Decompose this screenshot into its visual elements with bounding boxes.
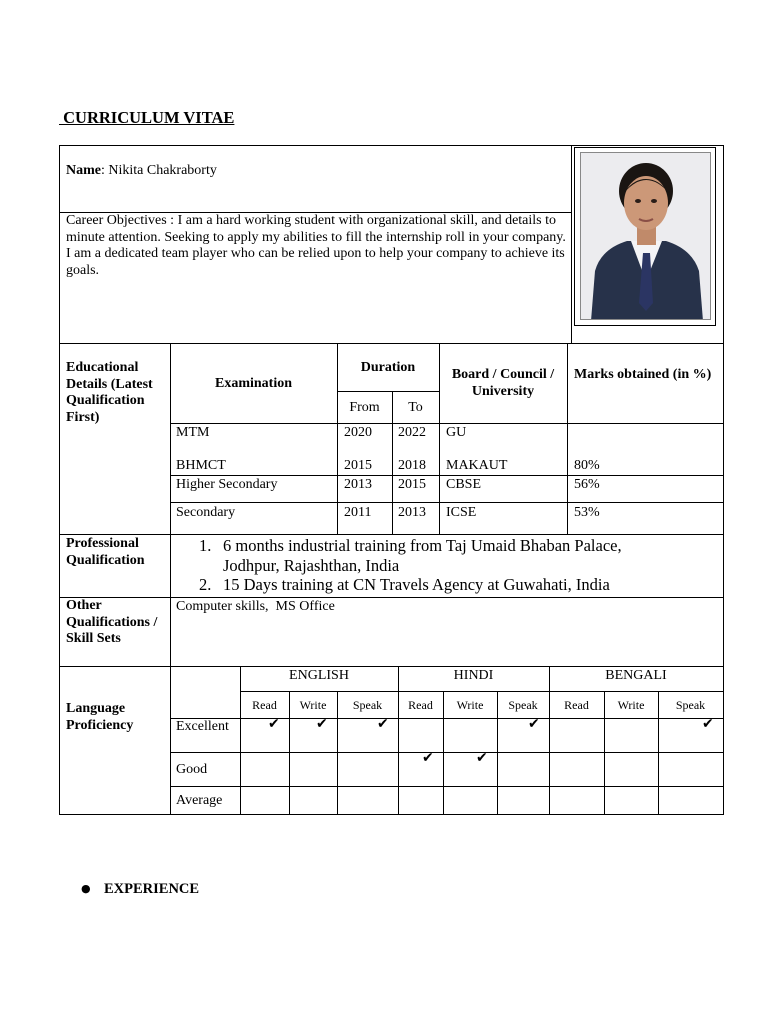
edu-to: 2015 <box>398 477 426 492</box>
document-title: CURRICULUM VITAE <box>59 108 235 127</box>
language-label: Language Proficiency <box>66 701 134 733</box>
edu-exam: Higher Secondary <box>176 477 278 492</box>
edu-to: 2018 <box>398 458 426 473</box>
skill-write: Write <box>456 698 484 712</box>
language-bengali: BENGALI <box>605 668 667 683</box>
edu-exam: MTM <box>176 425 210 440</box>
name-field <box>66 162 217 179</box>
education-label: Educational Details (Latest Qualification First) <box>66 360 153 425</box>
skill-read: Read <box>408 698 433 712</box>
list-number: 2. <box>199 575 212 594</box>
header-duration: Duration <box>360 360 416 375</box>
professional-list <box>176 536 676 595</box>
edu-board: CBSE <box>446 477 482 492</box>
name-label: Name <box>66 163 101 178</box>
header-board: Board / Council / University <box>451 367 555 399</box>
edu-to: 2013 <box>398 505 426 520</box>
check-mark-icon: ✔ <box>377 716 389 732</box>
skill-speak: Speak <box>675 698 706 712</box>
edu-marks: 56% <box>574 477 600 492</box>
edu-exam: Secondary <box>176 505 236 520</box>
edu-from: 2015 <box>344 458 372 473</box>
skill-read: Read <box>252 698 277 712</box>
edu-marks: 80% <box>574 458 600 473</box>
check-mark-icon: ✔ <box>316 716 328 732</box>
level-average: Average <box>176 793 223 808</box>
skill-write: Write <box>617 698 645 712</box>
edu-from: 2013 <box>344 477 372 492</box>
list-item <box>176 575 676 595</box>
skill-write: Write <box>299 698 327 712</box>
skill-speak: Speak <box>508 698 538 712</box>
header-from: From <box>349 400 380 415</box>
skill-speak: Speak <box>352 698 383 712</box>
check-mark-icon: ✔ <box>476 750 488 766</box>
edu-to: 2022 <box>398 425 426 440</box>
list-text: 6 months industrial training from Taj Umaid Bhaban Palace, Jodhpur, Rajashthan, India <box>223 536 622 575</box>
edu-board: ICSE <box>446 505 477 520</box>
profile-photo <box>580 152 711 320</box>
person-photo-icon <box>581 153 711 320</box>
level-good: Good <box>176 762 208 777</box>
header-marks: Marks obtained (in %) <box>574 367 712 382</box>
edu-from: 2020 <box>344 425 372 440</box>
professional-label: Professional Qualification <box>66 536 145 568</box>
list-text: 15 Days training at CN Travels Agency at Guwahati, India <box>223 575 610 594</box>
name-value: : Nikita Chakraborty <box>101 163 217 178</box>
check-mark-icon: ✔ <box>422 750 434 766</box>
check-mark-icon: ✔ <box>528 716 540 732</box>
header-examination: Examination <box>214 376 292 391</box>
career-objectives: Career Objectives : I am a hard working student with organizational skill, and details to minute attention. Seeking to apply my abilities to fill the internship roll in your company. I am a dedicated team player who can be relied upon to help your company to achieve its goals. <box>66 213 566 278</box>
language-english: ENGLISH <box>289 668 349 683</box>
check-mark-icon: ✔ <box>268 716 280 732</box>
edu-exam: BHMCT <box>176 458 226 473</box>
list-item <box>176 536 676 575</box>
skill-read: Read <box>564 698 589 712</box>
edu-board: MAKAUT <box>446 458 508 473</box>
other-label: Other Qualifications / Skill Sets <box>66 598 158 646</box>
language-hindi: HINDI <box>453 668 494 683</box>
level-excellent: Excellent <box>176 719 229 734</box>
experience-heading: EXPERIENCE <box>104 881 200 897</box>
edu-from: 2011 <box>344 505 372 520</box>
other-value: Computer skills, MS Office <box>176 599 335 614</box>
edu-board: GU <box>446 425 467 440</box>
check-mark-icon: ✔ <box>702 716 714 732</box>
bullet-icon: ● <box>81 882 91 895</box>
header-to: To <box>408 400 423 415</box>
edu-marks: 53% <box>574 505 600 520</box>
list-number: 1. <box>199 536 212 555</box>
